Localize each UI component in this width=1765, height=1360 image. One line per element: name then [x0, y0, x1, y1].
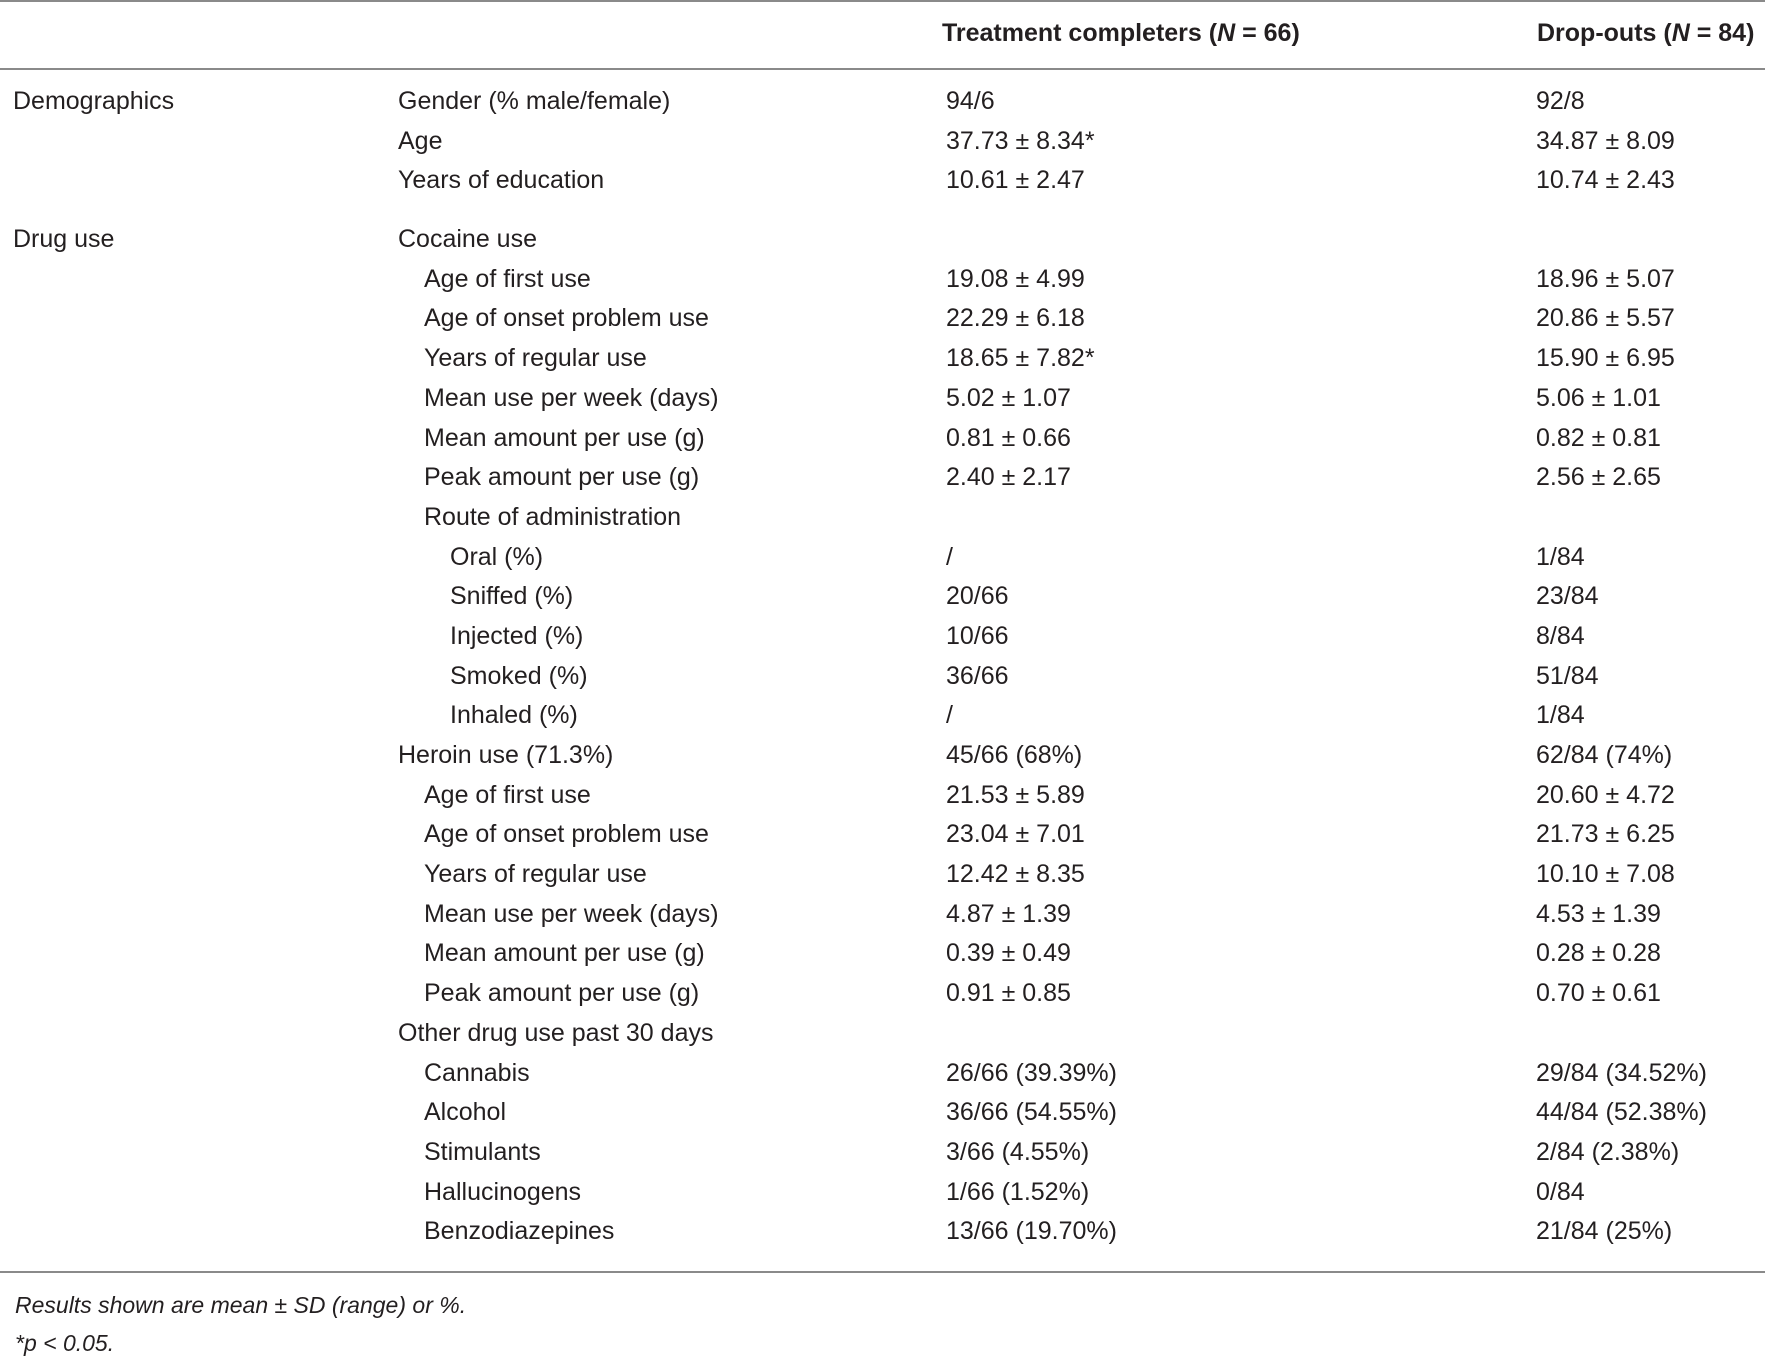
cell-completers: / [946, 701, 953, 730]
row-label: Alcohol [424, 1098, 506, 1127]
cell-completers: 19.08 ± 4.99 [946, 264, 1085, 293]
cell-completers: 3/66 (4.55%) [946, 1137, 1090, 1166]
header-treatment-completers: Treatment completers (N = 66) [942, 19, 1300, 47]
row-label: Stimulants [424, 1137, 541, 1166]
cell-dropouts: 0.28 ± 0.28 [1536, 939, 1661, 968]
cell-dropouts: 1/84 [1536, 542, 1585, 571]
cell-dropouts: 2.56 ± 2.65 [1536, 463, 1661, 492]
table-row [0, 974, 1765, 1014]
table-row [0, 458, 1765, 498]
cell-completers: 18.65 ± 7.82* [946, 344, 1095, 373]
row-label: Peak amount per use (g) [424, 979, 700, 1008]
row-label: Years of education [398, 166, 605, 195]
table-row [0, 260, 1765, 300]
row-label: Mean use per week (days) [424, 899, 719, 928]
cell-completers: 45/66 (68%) [946, 741, 1083, 769]
row-label: Route of administration [424, 502, 682, 531]
row-label: Heroin use (71.3%) [398, 741, 614, 769]
cell-dropouts: 21/84 (25%) [1536, 1217, 1673, 1246]
row-label: Age of first use [424, 264, 591, 293]
cell-completers: 12.42 ± 8.35 [946, 860, 1085, 889]
footnote-significance: *p < 0.05. [15, 1330, 115, 1356]
cell-dropouts: 34.87 ± 8.09 [1536, 126, 1675, 155]
row-label: Peak amount per use (g) [424, 463, 700, 492]
row-label: Age of onset problem use [424, 304, 709, 333]
table-row [0, 696, 1765, 736]
header-drop-outs: Drop-outs (N = 84) [1537, 19, 1755, 47]
cell-completers: 20/66 [946, 582, 1009, 611]
cell-completers: 21.53 ± 5.89 [946, 780, 1085, 809]
row-label: Years of regular use [424, 860, 647, 889]
cell-dropouts: 10.74 ± 2.43 [1536, 166, 1675, 195]
row-label: Injected (%) [450, 621, 584, 650]
table-row [0, 419, 1765, 459]
row-section: Demographics [13, 87, 175, 115]
table-row [0, 776, 1765, 816]
cell-dropouts: 23/84 [1536, 582, 1599, 611]
table-row [0, 1212, 1765, 1252]
table-row [0, 1133, 1765, 1173]
cell-dropouts: 0.70 ± 0.61 [1536, 979, 1661, 1008]
cell-completers: 10.61 ± 2.47 [946, 166, 1085, 195]
row-label: Age [398, 126, 443, 155]
cell-completers: 36/66 [946, 661, 1009, 690]
cell-dropouts: 92/8 [1536, 87, 1585, 115]
table-row [0, 220, 1765, 260]
row-label: Mean amount per use (g) [424, 423, 705, 452]
cell-dropouts: 10.10 ± 7.08 [1536, 860, 1675, 889]
cell-dropouts: 15.90 ± 6.95 [1536, 344, 1675, 373]
table-row [0, 815, 1765, 855]
cell-dropouts: 1/84 [1536, 701, 1585, 730]
row-label: Gender (% male/female) [398, 87, 671, 115]
cell-completers: 94/6 [946, 87, 995, 115]
row-label: Age of onset problem use [424, 820, 709, 849]
row-label: Oral (%) [450, 542, 544, 571]
table-row [0, 895, 1765, 935]
row-label: Age of first use [424, 780, 591, 809]
row-label: Hallucinogens [424, 1177, 582, 1206]
cell-dropouts: 5.06 ± 1.01 [1536, 383, 1661, 412]
table-row [0, 161, 1765, 201]
footnote-results: Results shown are mean ± SD (range) or %. [15, 1292, 467, 1318]
cell-completers: 26/66 (39.39%) [946, 1058, 1117, 1087]
table-top-rule [0, 0, 1765, 2]
table-row [0, 122, 1765, 162]
row-label: Mean amount per use (g) [424, 939, 705, 968]
cell-dropouts: 29/84 (34.52%) [1536, 1058, 1707, 1087]
cell-dropouts: 18.96 ± 5.07 [1536, 264, 1675, 293]
cell-completers: 4.87 ± 1.39 [946, 899, 1071, 928]
table-row [0, 1014, 1765, 1054]
cell-dropouts: 0.82 ± 0.81 [1536, 423, 1661, 452]
table-body [0, 82, 1765, 1252]
cell-dropouts: 51/84 [1536, 661, 1599, 690]
row-label: Cocaine use [398, 225, 537, 254]
cell-completers: 5.02 ± 1.07 [946, 383, 1071, 412]
cell-dropouts: 4.53 ± 1.39 [1536, 899, 1661, 928]
table-row [0, 855, 1765, 895]
cell-dropouts: 20.86 ± 5.57 [1536, 304, 1675, 333]
table-header-rule [0, 68, 1765, 70]
table-row [0, 538, 1765, 578]
table-row [0, 379, 1765, 419]
cell-completers: 37.73 ± 8.34* [946, 126, 1095, 155]
cell-completers: 0.81 ± 0.66 [946, 423, 1071, 452]
cell-completers: 13/66 (19.70%) [946, 1217, 1117, 1246]
table-row [0, 498, 1765, 538]
cell-dropouts: 0/84 [1536, 1177, 1585, 1206]
cell-completers: 22.29 ± 6.18 [946, 304, 1085, 333]
cell-dropouts: 2/84 (2.38%) [1536, 1137, 1680, 1166]
cell-completers: 2.40 ± 2.17 [946, 463, 1071, 492]
table-row [0, 1173, 1765, 1213]
row-label: Smoked (%) [450, 661, 588, 690]
table-bottom-rule [0, 1271, 1765, 1273]
table-row [0, 299, 1765, 339]
cell-completers: / [946, 542, 953, 571]
row-section: Drug use [13, 225, 115, 254]
row-label: Sniffed (%) [450, 582, 574, 611]
table-row [0, 82, 1765, 122]
table-row [0, 657, 1765, 697]
row-label: Years of regular use [424, 344, 647, 373]
cell-dropouts: 21.73 ± 6.25 [1536, 820, 1675, 849]
row-label: Benzodiazepines [424, 1217, 615, 1246]
table-row [0, 1093, 1765, 1133]
row-label: Inhaled (%) [450, 701, 578, 730]
cell-completers: 23.04 ± 7.01 [946, 820, 1085, 849]
row-label: Cannabis [424, 1058, 530, 1087]
table-row [0, 1054, 1765, 1094]
table-row [0, 577, 1765, 617]
cell-completers: 36/66 (54.55%) [946, 1098, 1117, 1127]
row-label: Mean use per week (days) [424, 383, 719, 412]
table-row [0, 934, 1765, 974]
cell-dropouts: 62/84 (74%) [1536, 741, 1673, 769]
cell-dropouts: 8/84 [1536, 621, 1585, 650]
table-row [0, 736, 1765, 776]
cell-completers: 1/66 (1.52%) [946, 1177, 1090, 1206]
cell-dropouts: 20.60 ± 4.72 [1536, 780, 1675, 809]
table-row [0, 339, 1765, 379]
cell-completers: 0.91 ± 0.85 [946, 979, 1071, 1008]
cell-dropouts: 44/84 (52.38%) [1536, 1098, 1707, 1127]
table-row [0, 617, 1765, 657]
cell-completers: 10/66 [946, 621, 1009, 650]
row-label: Other drug use past 30 days [398, 1018, 714, 1047]
cell-completers: 0.39 ± 0.49 [946, 939, 1071, 968]
